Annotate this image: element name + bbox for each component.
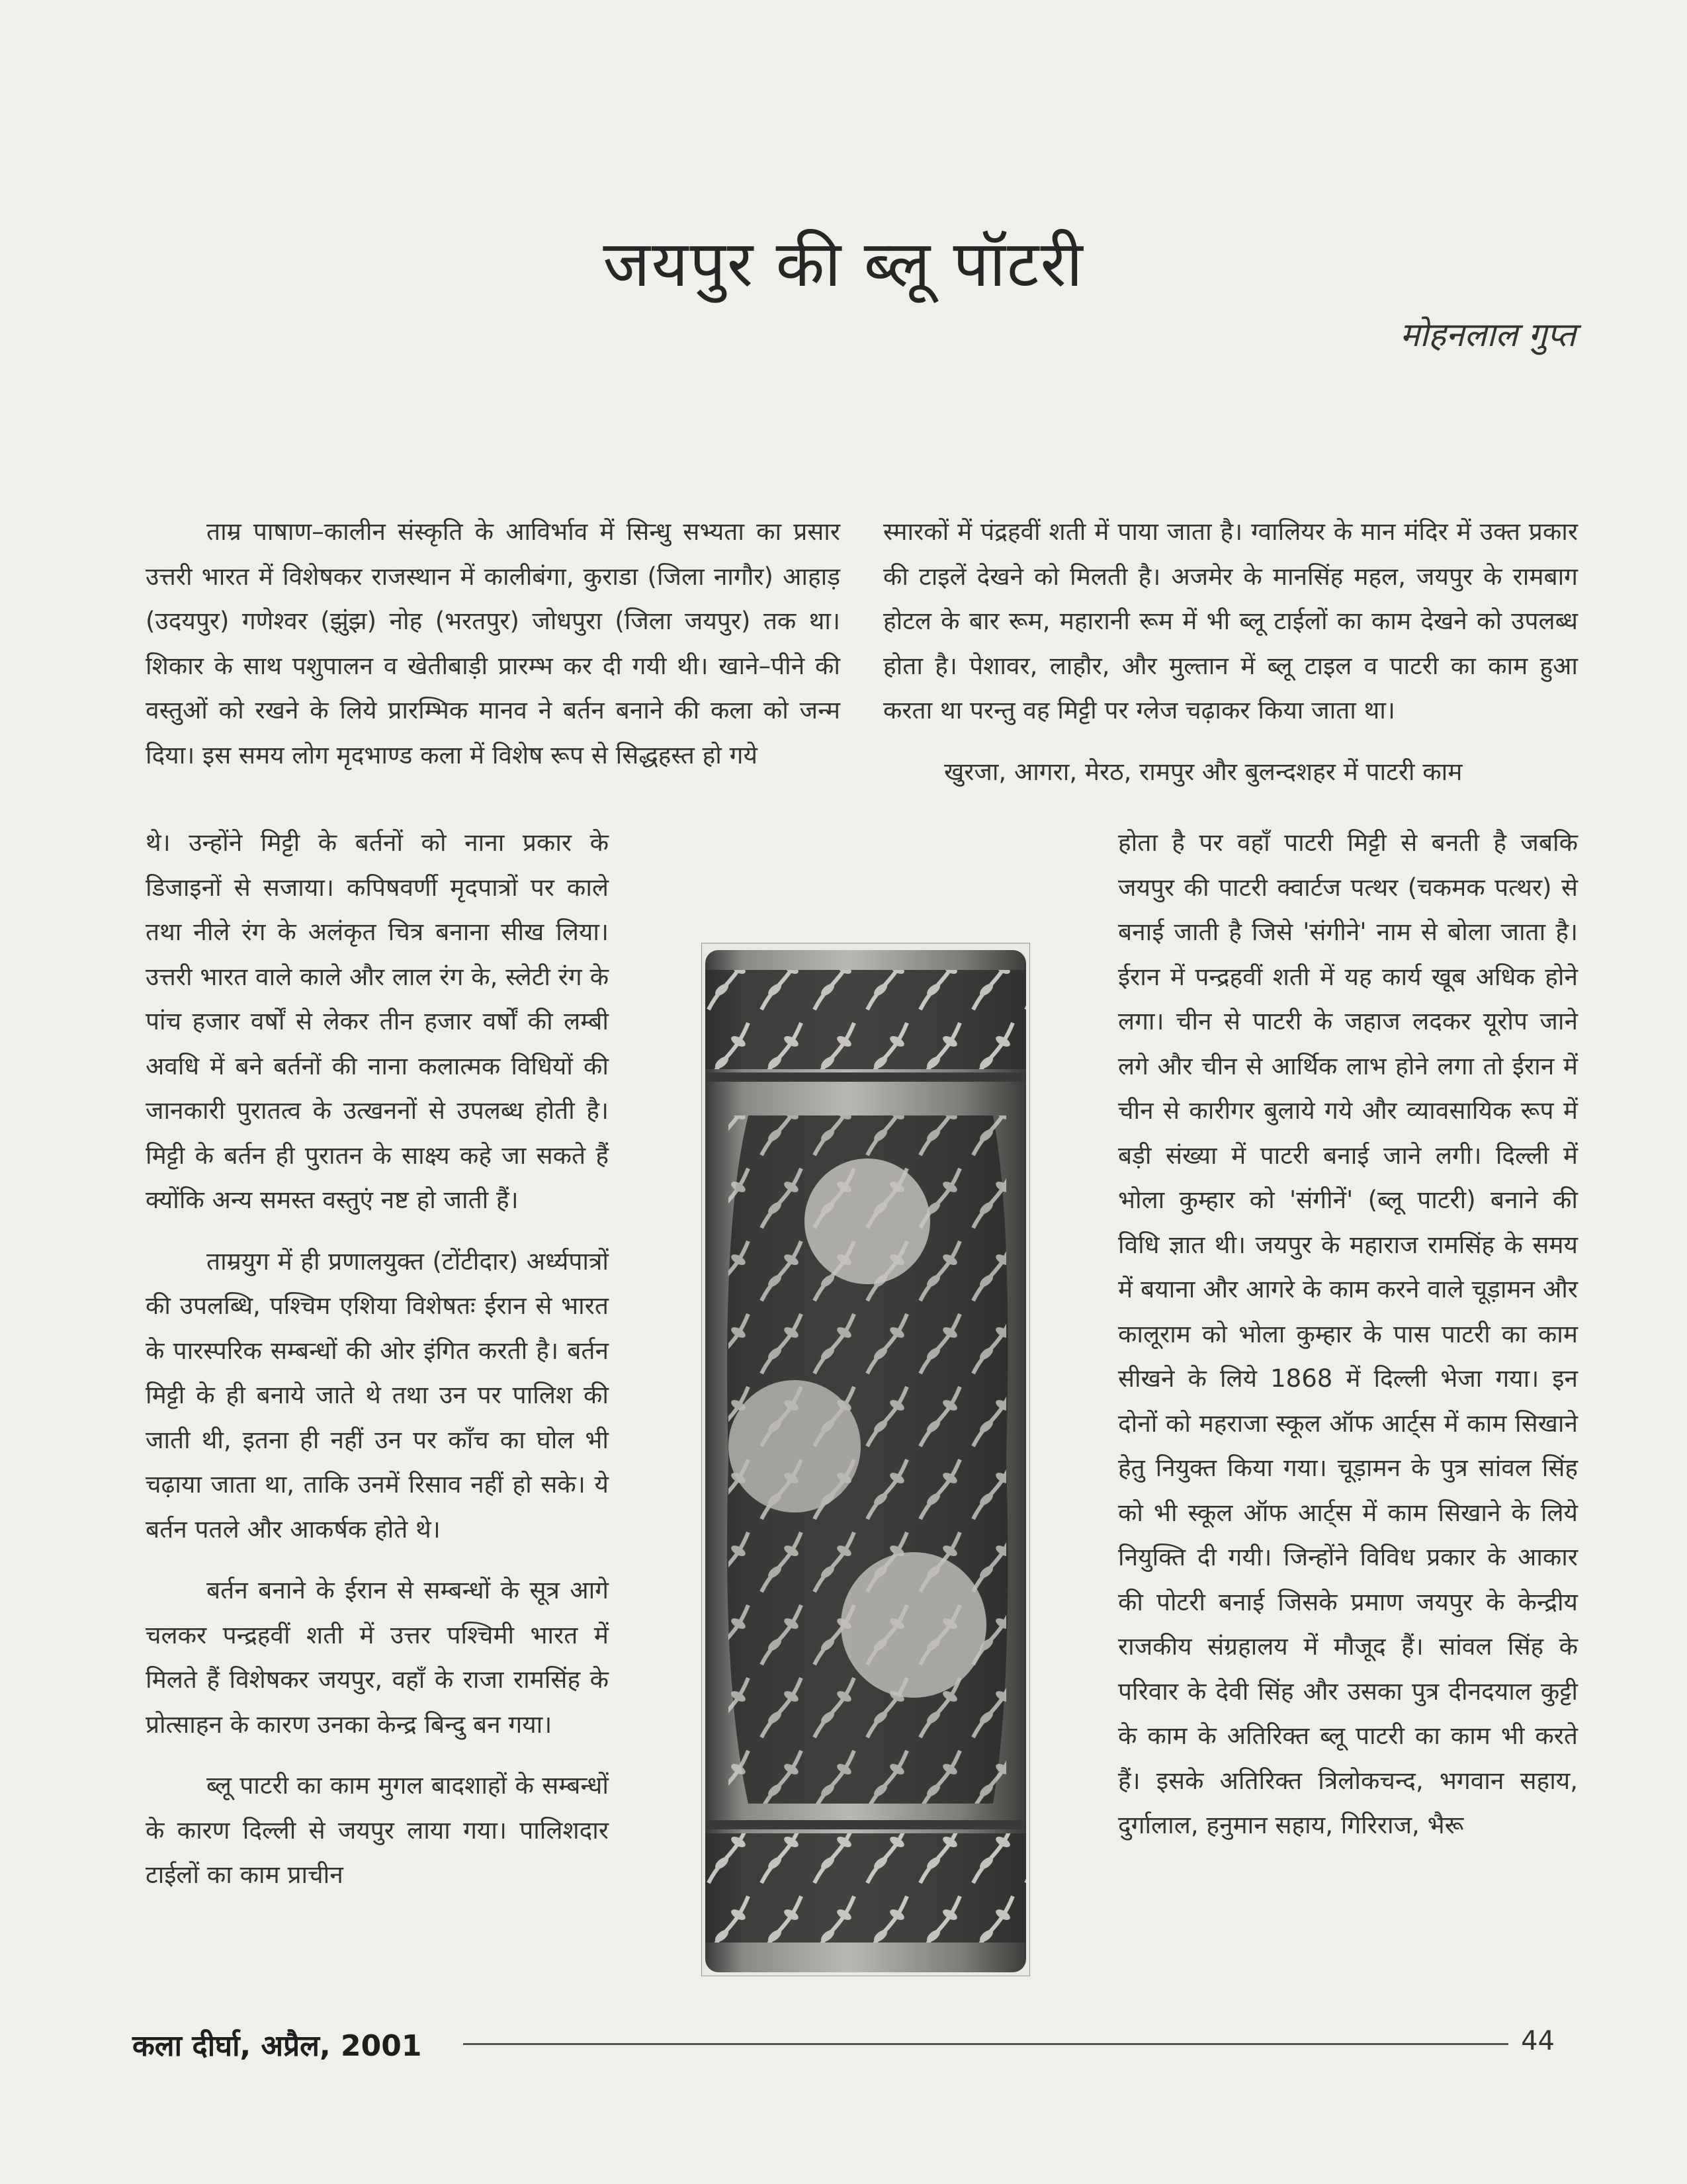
paragraph: ताम्रयुग में ही प्रणालयुक्त (टोंटीदार) अर्ध्यपात्रों की उपलब्धि, पश्चिम एशिया विशेषतः ईरान से भारत के पारस्परिक सम्बन्धों की ओर इंगित करती है। बर्तन मिट्टी के ही बनाये जाते थे तथा उन पर पालिश की जाती थी, इतना ही नहीं उन पर काँच का घोल भी चढ़ाया जाता था, ताकि उनमें रिसाव नहीं हो सके। ये बर्तन पतले और आकर्षक होते थे। <box>146 1246 609 1544</box>
paragraph: होता है पर वहाँ पाटरी मिट्टी से बनती है जबकि जयपुर की पाटरी क्वार्टज पत्थर (चकमक पत्थर) से बनाई जाती है जिसे 'संगीने' नाम से बोला जाता है। ईरान में पन्द्रहवीं शती में यह कार्य खूब अधिक होने लगा। चीन से पाटरी के जहाज लदकर यूरोप जाने लगे और चीन से आर्थिक लाभ होने लगा तो ईरान में चीन से कारीगर बुलाये गये और व्यावसायिक रूप में बड़ी संख्या में पाटरी बनाई जाने लगी। दिल्ली में भोला कुम्हार को 'संगीनें' (ब्लू पाटरी) बनाने की विधि ज्ञात थी। जयपुर के महाराज रामसिंह के समय में बयाना और आगरे के काम करने वाले चूड़ामन और कालूराम को भोला कुम्हार के पास पाटरी का काम सीखने के लिये 1868 में दिल्ली भेजा गया। इन दोनों को महराजा स्कूल ऑफ आर्ट्स में काम सिखाने हेतु नियुक्त किया गया। चूड़ामन के पुत्र सांवल सिंह को भी स्कूल ऑफ आर्ट्स में काम सिखाने के लिये नियुक्ति दी गयी। जिन्होंने विविध प्रकार के आकार की पोटरी बनाई जिसके प्रमाण जयपुर के केन्द्रीय राजकीय संग्रहालय में मौजूद हैं। सांवल सिंह के परिवार के देवी सिंह और उसका पुत्र दीनदयाल कुट्टी के काम के अतिरिक्त ब्लू पाटरी का काम भी करते हैं। इसके अतिरिक्त त्रिलोकचन्द, भगवान सहाय, दुर्गालाल, हनुमान सहाय, गिरिराज, भैरू <box>1118 828 1578 1839</box>
page-number: 44 <box>1521 2026 1555 2056</box>
article-author: मोहनलाल गुप्त <box>1400 316 1576 354</box>
right-column-bottom <box>1118 820 1578 1864</box>
paragraph: थे। उन्होंने मिट्टी के बर्तनों को नाना प्रकार के डिजाइनों से सजाया। कपिषवर्णी मृदपात्रों पर काले तथा नीले रंग के अलंकृत चित्र बनाना सीख लिया। उत्तरी भारत वाले काले और लाल रंग के, स्लेटी रंग के पांच हजार वर्षों से लेकर तीन हजार वर्षों की लम्बी अवधि में बने बर्तनों की नाना कलात्मक विधियों की जानकारी पुरातत्व के उत्खननों से उपलब्ध होती है। मिट्टी के बर्तन ही पुरातन के साक्ष्य कहे जा सकते हैं क्योंकि अन्य समस्त वस्तुएं नष्ट हो जाती हैं। <box>146 828 609 1214</box>
left-column-top <box>146 509 840 794</box>
article-title: जयपुर की ब्लू पॉटरी <box>603 227 1084 301</box>
publication-footer: कला दीर्घा, अप्रैल, 2001 <box>132 2029 422 2063</box>
paragraph: स्मारकों में पंद्रहवीं शती में पाया जाता है। ग्वालियर के मान मंदिर में उक्त प्रकार की टाइलें देखने को मिलती है। अजमेर के मानसिंह महल, जयपुर के रामबाग होटल के बार रूम, महारानी रूम में भी ब्लू टाईलों का काम देखने को उपलब्ध होता है। पेशावर, लाहौर, और मुल्तान में ब्लू टाइल व पाटरी का काम हुआ करता था परन्तु वह मिट्टी पर ग्लेज चढ़ाकर किया जाता था। <box>883 517 1578 724</box>
right-column-top <box>883 509 1578 810</box>
paragraph: ब्लू पाटरी का काम मुगल बादशाहों के सम्बन्धों के कारण दिल्ली से जयपुर लाया गया। पालिशदार टाईलों का काम प्राचीन <box>146 1771 609 1889</box>
blue-pottery-vase-photo <box>701 943 1030 1976</box>
paragraph: बर्तन बनाने के ईरान से सम्बन्धों के सूत्र आगे चलकर पन्द्रहवीं शती में उत्तर पश्चिमी भारत में मिलते हैं विशेषकर जयपुर, वहाँ के राजा रामसिंह के प्रोत्साहन के कारण उनका केन्द्र बिन्दु बन गया। <box>146 1576 609 1739</box>
footer-rule <box>463 2043 1508 2045</box>
vase-image <box>702 943 1029 1976</box>
paragraph: ताम्र पाषाण–कालीन संस्कृति के आविर्भाव में सिन्धु सभ्यता का प्रसार उत्तरी भारत में विशेषकर राजस्थान में कालीबंगा, कुराडा (जिला नागौर) आहाड़ (उदयपुर) गणेश्वर (झुंझ) नोह (भरतपुर) जोधपुरा (जिला जयपुर) तक था। शिकार के साथ पशुपालन व खेतीबाड़ी प्रारम्भ कर दी गयी थी। खाने–पीने की वस्तुओं को रखने के लिये प्रारम्भिक मानव ने बर्तन बनाने की कला को जन्म दिया। इस समय लोग मृदभाण्ड कला में विशेष रूप से सिद्धहस्त हो गये <box>146 517 840 769</box>
paragraph: खुरजा, आगरा, मेरठ, रामपुर और बुलन्दशहर में पाटरी काम <box>944 757 1463 786</box>
left-column-bottom <box>146 820 609 1914</box>
